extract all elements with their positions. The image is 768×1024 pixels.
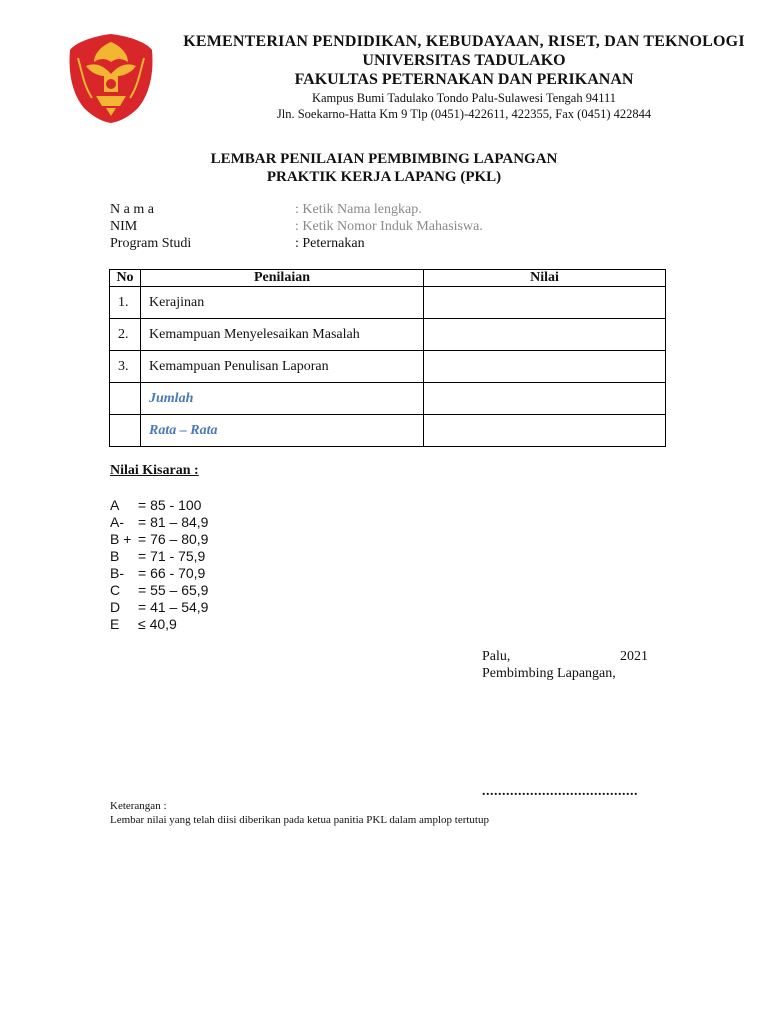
grade-range: = 71 - 75,9 <box>138 548 206 564</box>
table-row <box>110 319 666 351</box>
grade-item <box>110 514 208 530</box>
row-value[interactable] <box>424 351 666 383</box>
letterhead-contact: Jln. Soekarno-Hatta Km 9 Tlp (0451)-422611, 422355, Fax (0451) 422844 <box>276 107 652 121</box>
document-subtitle: PRAKTIK KERJA LAPANG (PKL) <box>266 169 502 185</box>
grade-range: = 41 – 54,9 <box>138 599 209 615</box>
total-value[interactable] <box>424 383 666 415</box>
total-label: Jumlah <box>141 383 424 415</box>
score-table <box>109 269 666 447</box>
university-emblem-icon <box>66 32 156 124</box>
document-title: LEMBAR PENILAIAN PEMBIMBING LAPANGAN <box>210 151 558 167</box>
grade-letter: B- <box>110 565 124 581</box>
letterhead-address: Kampus Bumi Tadulako Tondo Palu-Sulawesi Tengah 94111 <box>311 91 617 105</box>
grade-range: = 55 – 65,9 <box>138 582 209 598</box>
signature-role: Pembimbing Lapangan, <box>482 666 616 681</box>
empty-cell <box>110 383 141 415</box>
grade-letter: D <box>110 599 121 615</box>
row-item: Kemampuan Penulisan Laporan <box>141 351 424 383</box>
row-number: 3. <box>110 351 141 383</box>
grade-range: = 85 - 100 <box>138 497 202 513</box>
average-value[interactable] <box>424 415 666 447</box>
average-row <box>110 415 666 447</box>
empty-cell <box>110 415 141 447</box>
row-value[interactable] <box>424 319 666 351</box>
notes-label: Keterangan : <box>110 800 167 812</box>
header-nilai: Nilai <box>424 270 666 287</box>
grade-letter: C <box>110 582 121 598</box>
name-field[interactable]: : Ketik Nama lengkap. <box>295 202 422 217</box>
grade-item <box>110 497 201 513</box>
grade-letter: A <box>110 497 120 513</box>
letterhead-faculty: FAKULTAS PETERNAKAN DAN PERIKANAN <box>294 71 634 88</box>
grade-letter: E <box>110 616 120 632</box>
nim-field[interactable]: : Ketik Nomor Induk Mahasiswa. <box>295 219 483 234</box>
signature-place: Palu, <box>482 649 511 664</box>
letterhead-ministry: KEMENTERIAN PENDIDIKAN, KEBUDAYAAN, RISET, DAN TEKNOLOGI <box>183 33 745 50</box>
header-penilaian: Penilaian <box>141 270 424 287</box>
grade-letter: A- <box>110 514 124 530</box>
row-value[interactable] <box>424 287 666 319</box>
notes-text: Lembar nilai yang telah diisi diberikan pada ketua panitia PKL dalam amplop tertutup <box>110 814 489 826</box>
grade-item <box>110 548 205 564</box>
table-header-row <box>110 270 666 287</box>
grade-item <box>110 582 208 598</box>
row-number: 2. <box>110 319 141 351</box>
row-item: Kerajinan <box>141 287 424 319</box>
header-no: No <box>110 270 141 287</box>
table-row <box>110 351 666 383</box>
grade-item <box>110 565 205 581</box>
table-row <box>110 287 666 319</box>
total-row <box>110 383 666 415</box>
grade-range: = 81 – 84,9 <box>138 514 209 530</box>
row-number: 1. <box>110 287 141 319</box>
signature-line: ....................................... <box>482 784 638 799</box>
grade-letter: B + <box>110 531 132 547</box>
nim-label: NIM <box>110 219 138 234</box>
row-item: Kemampuan Menyelesaikan Masalah <box>141 319 424 351</box>
program-label: Program Studi <box>110 236 192 251</box>
program-field[interactable]: : Peternakan <box>295 236 365 251</box>
grade-range: ≤ 40,9 <box>138 616 177 632</box>
signature-year: 2021 <box>620 649 648 664</box>
grade-item <box>110 531 208 547</box>
average-label: Rata – Rata <box>141 415 424 447</box>
grade-item <box>110 599 208 615</box>
grade-letter: B <box>110 548 120 564</box>
grade-range-heading: Nilai Kisaran : <box>110 463 199 478</box>
name-label: N a m a <box>110 202 154 217</box>
grade-range: = 66 - 70,9 <box>138 565 206 581</box>
grade-range: = 76 – 80,9 <box>138 531 209 547</box>
letterhead-university: UNIVERSITAS TADULAKO <box>362 52 566 69</box>
grade-item <box>110 616 177 632</box>
